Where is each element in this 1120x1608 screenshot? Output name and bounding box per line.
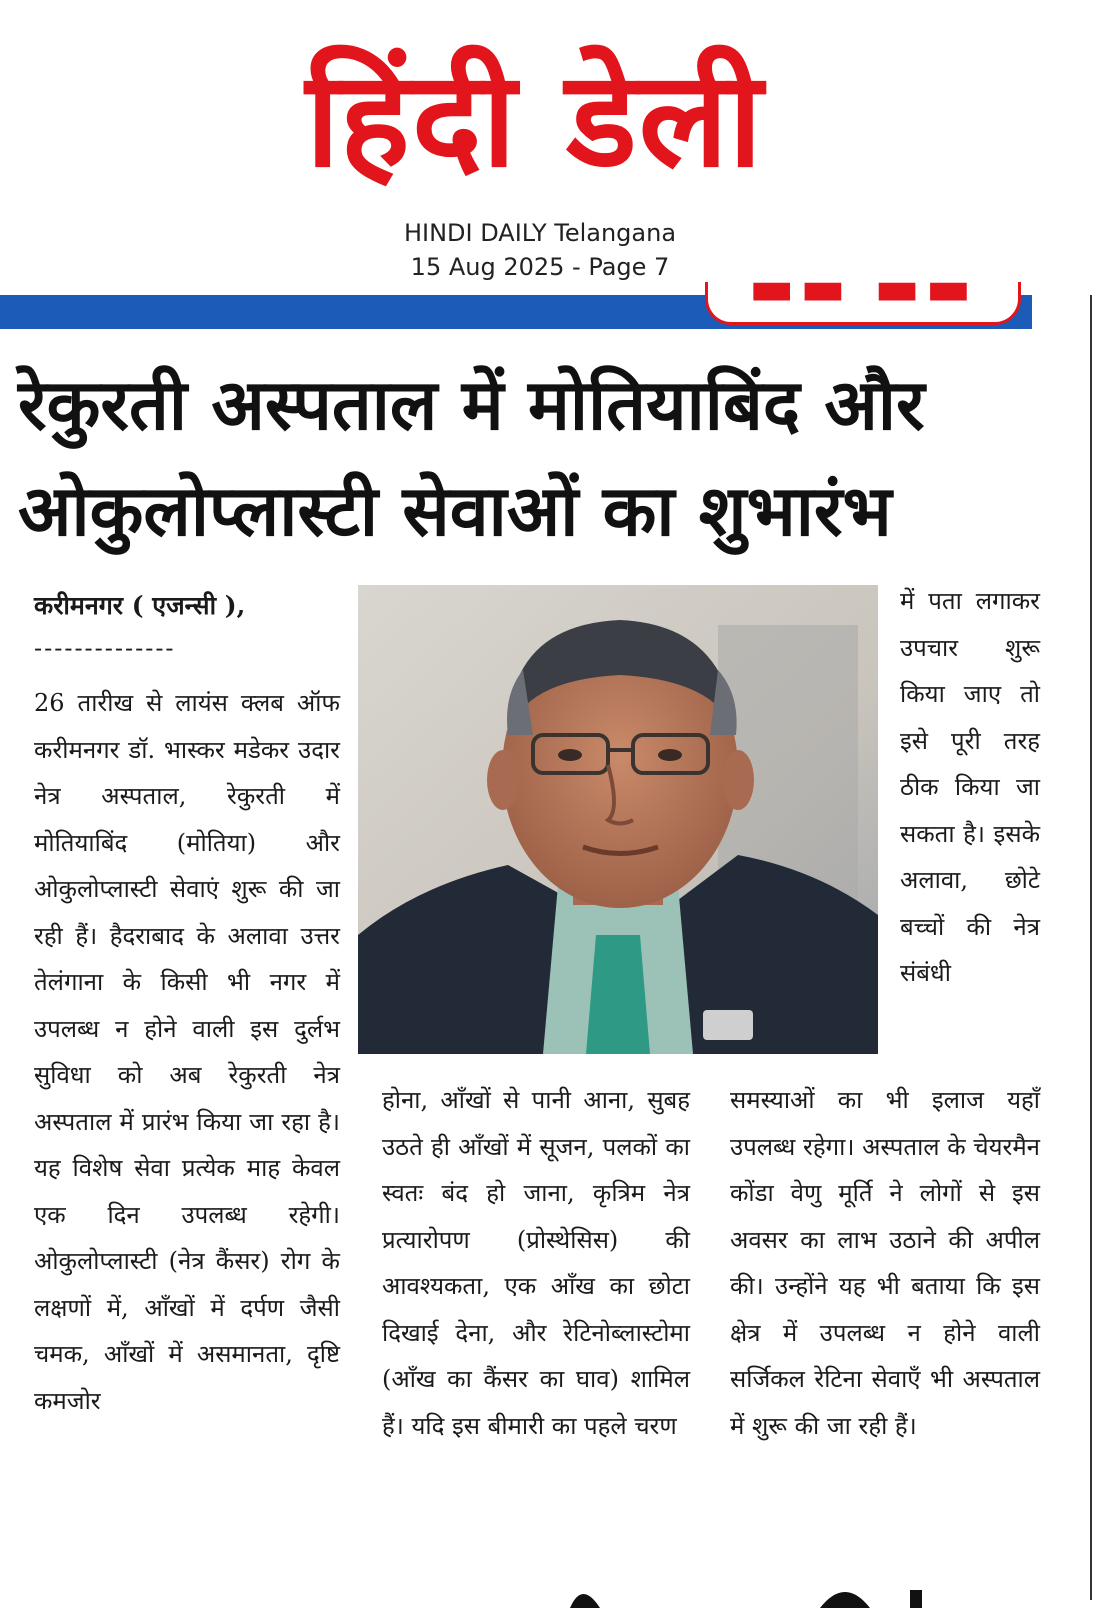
next-article-headline-fragment bbox=[560, 1568, 940, 1608]
article-column-2: होना, आँखों से पानी आना, सुबह उठते ही आँखों में सूजन, पलकों का स्वतः बंद हो जाना, कृत्रिम नेत्र प्रत्यारोपण (प्रोस्थेसिस) की आवश्यकता, एक आँख का छोटा दिखाई देना, और रेटिनोब्लास्टोमा (आँख का कैंसर का घाव) शामिल हैं। यदि इस बीमारी का पहले चरण bbox=[382, 1086, 690, 1440]
headline-line-1: रेकुरती अस्पताल में मोतियाबिंद और bbox=[18, 364, 925, 446]
edition-date-page: 15 Aug 2025 - Page 7 bbox=[410, 253, 670, 281]
edition-info bbox=[330, 216, 750, 284]
article-column-3-top: में पता लगाकर उपचार शुरू किया जाए तो इसे पूरी तरह ठीक किया जा सकता है। इसके अलावा, छोटे बच्चों की नेत्र संबंधी bbox=[900, 587, 1040, 987]
article-column-1: 26 तारीख से लायंस क्लब ऑफ करीमनगर डॉ. भास्कर मडेकर उदार नेत्र अस्पताल, रेकुरती में मोतियाबिंद (मोतिया) और ओकुलोप्लास्टी सेवाएं शुरू की जा रही हैं। हैदराबाद के अलावा उत्तर तेलंगाना के किसी भी नगर में उपलब्ध न होने वाली इस दुर्लभ सुविधा को अब रेकुरती नेत्र अस्पताल में प्रारंभ किया जा रहा है। यह विशेष सेवा प्रत्येक माह केवल एक दिन उपलब्ध रहेगी। ओकुलोप्लास्टी (नेत्र कैंसर) रोग के लक्षणों में, आँखों में दर्पण जैसी चमक, आँखों में असमानता, दृष्टि कमजोर bbox=[34, 689, 340, 1415]
article-column-3-bottom: समस्याओं का भी इलाज यहाँ उपलब्ध रहेगा। अस्पताल के चेयरमैन कोंडा वेणु मूर्ति ने लोगों से इस अवसर का लाभ उठाने की अपील की। उन्होंने यह भी बताया कि इस क्षेत्र में उपलब्ध न होने वाली सर्जिकल रेटिना सेवाएँ भी अस्पताल में शुरू की जा रही हैं। bbox=[730, 1086, 1040, 1440]
headline-line-2: ओकुलोप्लास्टी सेवाओं का शुभारंभ bbox=[18, 470, 892, 552]
section-tab-graphic: ▬▬ ▬▬ bbox=[705, 282, 1021, 325]
portrait-photo bbox=[358, 585, 878, 1054]
newspaper-logo: हिंदी डेली bbox=[305, 43, 765, 197]
dateline-separator: -------------- bbox=[34, 634, 176, 662]
page-edge-rule bbox=[1090, 295, 1092, 1600]
edition-name: HINDI DAILY Telangana bbox=[403, 219, 677, 247]
dateline: करीमनगर ( एजन्सी ), bbox=[34, 591, 246, 620]
masthead bbox=[0, 0, 1120, 290]
article-headline bbox=[18, 352, 1078, 564]
